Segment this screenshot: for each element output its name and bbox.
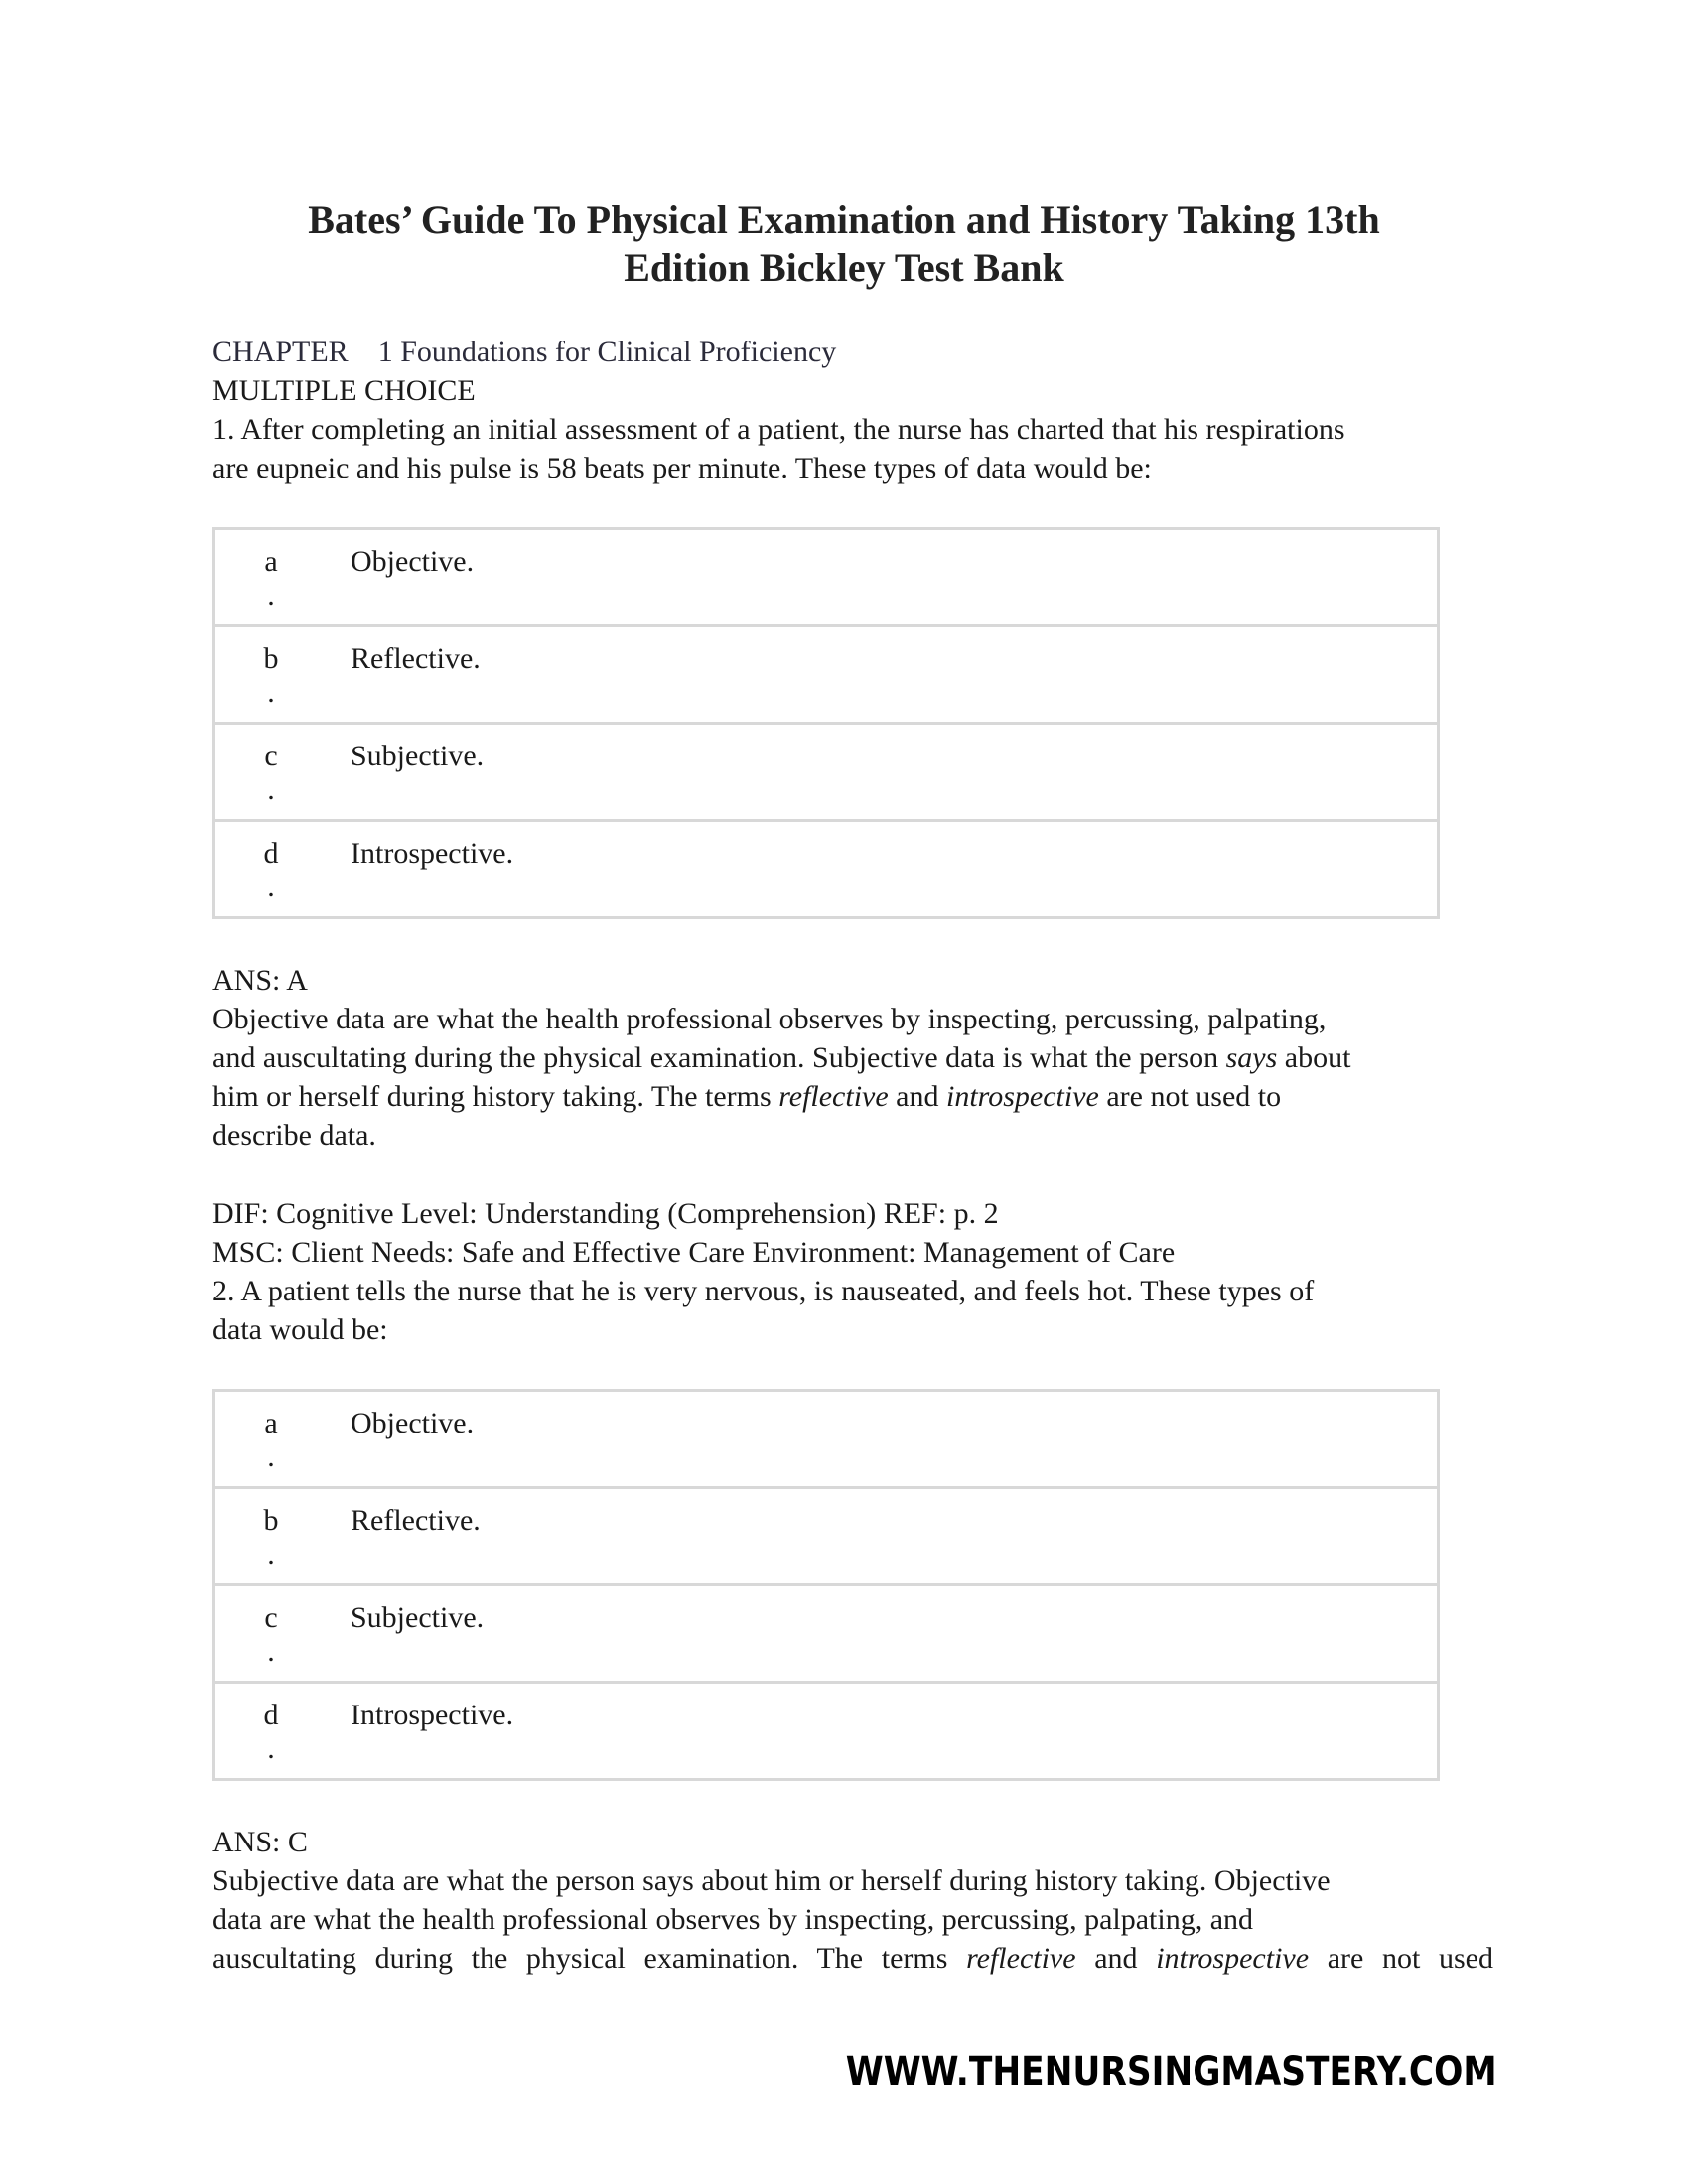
difficulty-line: DIF: Cognitive Level: Understanding (Comprehension) REF: p. 2: [212, 1197, 999, 1230]
document-body: [212, 333, 1493, 1978]
website-watermark: WWW.THENURSINGMASTERY.COM: [846, 2049, 1497, 2095]
question-1-answer-block: [212, 961, 1493, 1155]
question-2-options-table: [212, 1389, 1440, 1781]
option-dot: .: [267, 1538, 275, 1570]
chapter-title: 1 Foundations for Clinical Proficiency: [377, 336, 837, 368]
title-line-2: Edition Bickley Test Bank: [624, 245, 1064, 290]
option-text: Reflective.: [351, 642, 481, 675]
rationale-text: him or herself during history taking. The terms: [212, 1080, 779, 1113]
option-text: Subjective.: [351, 740, 485, 772]
rationale-line: [212, 1077, 1493, 1116]
rationale-emphasis: says: [1225, 1041, 1278, 1074]
option-letter: d: [263, 1699, 279, 1731]
option-dot: .: [267, 1732, 275, 1765]
option-text: Reflective.: [351, 1504, 481, 1537]
option-letter: c: [264, 740, 278, 772]
rationale-text: are not used: [1309, 1942, 1493, 1975]
question-1-stem-line-2: are eupneic and his pulse is 58 beats per minute. These types of data would be:: [212, 452, 1152, 484]
question-1-options-table: [212, 527, 1440, 919]
rationale-line: Objective data are what the health professional observes by inspecting, percussing, palpating,: [212, 1003, 1327, 1035]
rationale-text: about: [1277, 1041, 1351, 1074]
option-row-b: [215, 1489, 1437, 1586]
question-2-answer-block: [212, 1823, 1493, 1978]
option-letter: a: [264, 545, 278, 578]
option-letter: d: [263, 837, 279, 870]
option-row-d: [215, 822, 1437, 916]
rationale-text: and auscultating during the physical examination. Subjective data is what the person: [212, 1041, 1226, 1074]
rationale-line: Subjective data are what the person says about him or herself during history taking. Objective: [212, 1864, 1331, 1897]
option-text: Introspective.: [351, 837, 514, 870]
option-row-c: [215, 725, 1437, 822]
question-2: [212, 1272, 1493, 1978]
option-text: Introspective.: [351, 1699, 514, 1731]
chapter-label: CHAPTER: [212, 336, 349, 368]
rationale-line: describe data.: [212, 1119, 376, 1152]
rationale-text: and: [888, 1080, 946, 1113]
option-dot: .: [267, 676, 275, 709]
rationale-emphasis: introspective: [1156, 1942, 1310, 1975]
question-1-meta: [212, 1194, 1493, 1272]
rationale-emphasis: reflective: [778, 1080, 889, 1113]
option-row-b: [215, 627, 1437, 725]
rationale-line: [212, 1038, 1493, 1077]
rationale-text: are not used to: [1098, 1080, 1282, 1113]
question-1: [212, 410, 1493, 1272]
question-2-stem-line-1: 2. A patient tells the nurse that he is very nervous, is nauseated, and feels hot. These types of: [212, 1275, 1315, 1307]
option-letter: b: [263, 1504, 279, 1537]
rationale-emphasis: introspective: [946, 1080, 1099, 1113]
option-letter: b: [263, 642, 279, 675]
rationale-text: and: [1075, 1942, 1157, 1975]
option-row-a: [215, 530, 1437, 627]
client-needs-line: MSC: Client Needs: Safe and Effective Care Environment: Management of Care: [212, 1236, 1176, 1269]
rationale-line: data are what the health professional observes by inspecting, percussing, palpating, and: [212, 1903, 1254, 1936]
option-dot: .: [267, 1440, 275, 1473]
rationale-line: [212, 1939, 1493, 1978]
question-2-stem-line-2: data would be:: [212, 1313, 388, 1346]
option-row-c: [215, 1586, 1437, 1684]
option-row-a: [215, 1392, 1437, 1489]
option-dot: .: [267, 871, 275, 903]
option-dot: .: [267, 579, 275, 612]
option-text: Objective.: [351, 545, 475, 578]
rationale-emphasis: reflective: [966, 1942, 1076, 1975]
question-2-answer: ANS: C: [212, 1826, 308, 1858]
option-text: Objective.: [351, 1407, 475, 1439]
question-1-answer: ANS: A: [212, 964, 308, 997]
rationale-text: auscultating during the physical examination. The terms: [212, 1942, 967, 1975]
document-title: [199, 197, 1489, 292]
option-letter: a: [264, 1407, 278, 1439]
chapter-heading: [212, 333, 1493, 371]
option-row-d: [215, 1684, 1437, 1778]
option-dot: .: [267, 1635, 275, 1668]
title-line-1: Bates’ Guide To Physical Examination and History Taking 13th: [308, 198, 1380, 242]
option-letter: c: [264, 1601, 278, 1634]
option-dot: .: [267, 773, 275, 806]
option-text: Subjective.: [351, 1601, 485, 1634]
question-1-stem-line-1: 1. After completing an initial assessment of a patient, the nurse has charted that his respirations: [212, 413, 1345, 446]
section-heading: MULTIPLE CHOICE: [212, 374, 476, 407]
